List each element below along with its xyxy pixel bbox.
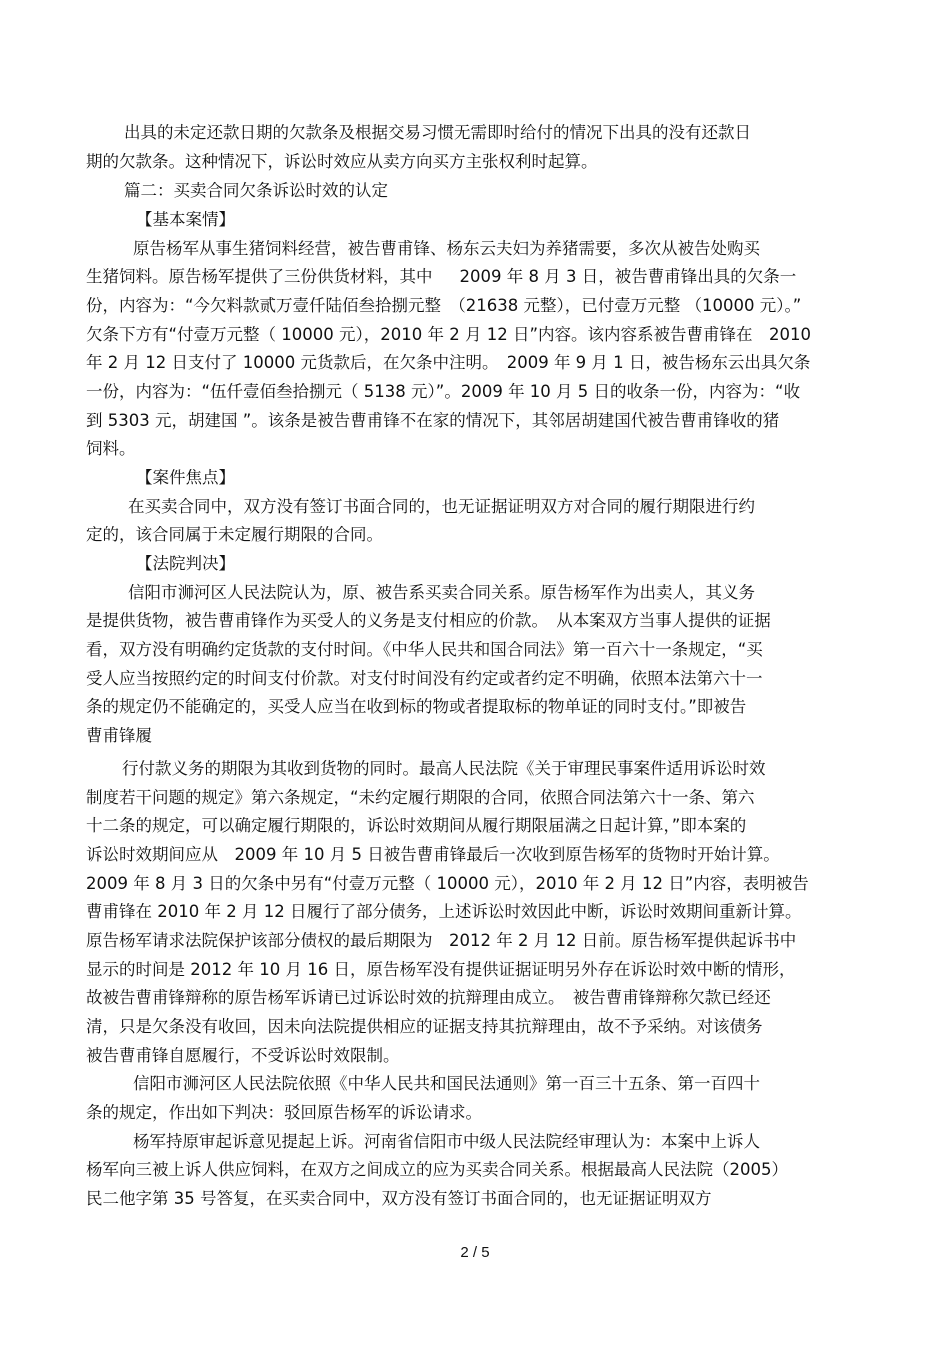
text-line: 曹甫锋履: [86, 726, 152, 745]
text-line: 看，双方没有明确约定货款的支付时间。《中华人民共和国合同法》第一百六十一条规定，“买: [86, 640, 763, 659]
text-line: 定的，该合同属于未定履行期限的合同。: [86, 525, 383, 544]
section-heading: 【法院判决】: [136, 554, 235, 573]
text-line: 信阳市浉河区人民法院认为，原、被告系买卖合同关系。原告杨军作为出卖人，其义务: [128, 583, 755, 602]
text-line: 信阳市浉河区人民法院依照《中华人民共和国民法通则》第一百三十五条、第一百四十: [133, 1074, 760, 1093]
text-line: 在买卖合同中，双方没有签订书面合同的，也无证据证明双方对合同的履行期限进行约: [128, 497, 755, 516]
text-line: 杨军向三被上诉人供应饲料，在双方之间成立的应为买卖合同关系。根据最高人民法院（2005）: [86, 1160, 788, 1179]
section-heading: 【案件焦点】: [136, 468, 235, 487]
text-line: 欠条下方有“付壹万元整（ 10000 元），2010 年 2 月 12 日”内容。该内容系被告曹甫锋在 2010: [86, 325, 812, 344]
text-line: 条的规定仍不能确定的，买受人应当在收到标的物或者提取标的物单证的同时支付。”即被告: [86, 697, 747, 716]
text-line: 一份，内容为：“伍仟壹佰叁拾捌元（ 5138 元）”。2009 年 10 月 5 日的收条一份，内容为：“收: [86, 382, 801, 401]
text-line: 十二条的规定，可以确定履行期限的，诉讼时效期间从履行期限届满之日起计算，”即本案的: [86, 816, 747, 835]
text-line: 清，只是欠条没有收回，因未向法院提供相应的证据支持其抗辩理由，故不予采纳。对该债务: [86, 1017, 763, 1036]
text-line: 到 5303 元，胡建国 ”。该条是被告曹甫锋不在家的情况下，其邻居胡建国代被告曹甫锋收的猪: [86, 411, 780, 430]
text-line: 故被告曹甫锋辩称的原告杨军诉请已过诉讼时效的抗辩理由成立。 被告曹甫锋辩称欠款已经还: [86, 988, 771, 1007]
text-line: 原告杨军从事生猪饲料经营，被告曹甫锋、杨东云夫妇为养猪需要，多次从被告处购买: [133, 239, 760, 258]
text-line: 年 2 月 12 日支付了 10000 元货款后，在欠条中注明。 2009 年 9 月 1 日，被告杨东云出具欠条: [86, 353, 811, 372]
text-line: 行付款义务的期限为其收到货物的同时。最高人民法院《关于审理民事案件适用诉讼时效: [122, 759, 766, 778]
page-number: 2 / 5: [460, 1244, 490, 1261]
section-heading: 【基本案情】: [136, 210, 235, 229]
text-line: 出具的未定还款日期的欠款条及根据交易习惯无需即时给付的情况下出具的没有还款日: [124, 123, 751, 142]
text-line: 2009 年 8 月 3 日的欠条中另有“付壹万元整（ 10000 元），2010 年 2 月 12 日”内容，表明被告: [86, 874, 809, 893]
text-line: 诉讼时效期间应从 2009 年 10 月 5 日被告曹甫锋最后一次收到原告杨军的货物时开始计算。: [86, 845, 780, 864]
text-line: 生猪饲料。原告杨军提供了三份供货材料，其中 2009 年 8 月 3 日，被告曹甫锋出具的欠条一: [86, 267, 797, 286]
text-line: 被告曹甫锋自愿履行，不受诉讼时效限制。: [86, 1046, 400, 1065]
text-line: 是提供货物，被告曹甫锋作为买受人的义务是支付相应的价款。 从本案双方当事人提供的证据: [86, 611, 771, 630]
text-line: 条的规定，作出如下判决：驳回原告杨军的诉讼请求。: [86, 1103, 482, 1122]
text-line: 原告杨军请求法院保护该部分债权的最后期限为 2012 年 2 月 12 日前。原告杨军提供起诉书中: [86, 931, 797, 950]
text-line: 民二他字第 35 号答复，在买卖合同中，双方没有签订书面合同的，也无证据证明双方: [86, 1189, 712, 1208]
text-line: 期的欠款条。这种情况下，诉讼时效应从卖方向买方主张权利时起算。: [86, 152, 598, 171]
text-line: 篇二：买卖合同欠条诉讼时效的认定: [124, 181, 388, 200]
text-line: 杨军持原审起诉意见提起上诉。河南省信阳市中级人民法院经审理认为：本案中上诉人: [133, 1132, 760, 1151]
text-line: 显示的时间是 2012 年 10 月 16 日，原告杨军没有提供证据证明另外存在诉讼时效中断的情形，: [86, 960, 796, 979]
text-line: 曹甫锋在 2010 年 2 月 12 日履行了部分债务，上述诉讼时效因此中断，诉讼时效期间重新计算。: [86, 902, 802, 921]
text-line: 份，内容为：“今欠料款贰万壹仟陆佰叁拾捌元整 （21638 元整），已付壹万元整 （10000 元）。”: [86, 296, 802, 315]
text-line: 受人应当按照约定的时间支付价款。对支付时间没有约定或者约定不明确，依照本法第六十一: [86, 669, 763, 688]
text-line: 饲料。: [86, 439, 136, 458]
text-line: 制度若干问题的规定》第六条规定，“未约定履行期限的合同，依照合同法第六十一条、第六: [86, 788, 755, 807]
